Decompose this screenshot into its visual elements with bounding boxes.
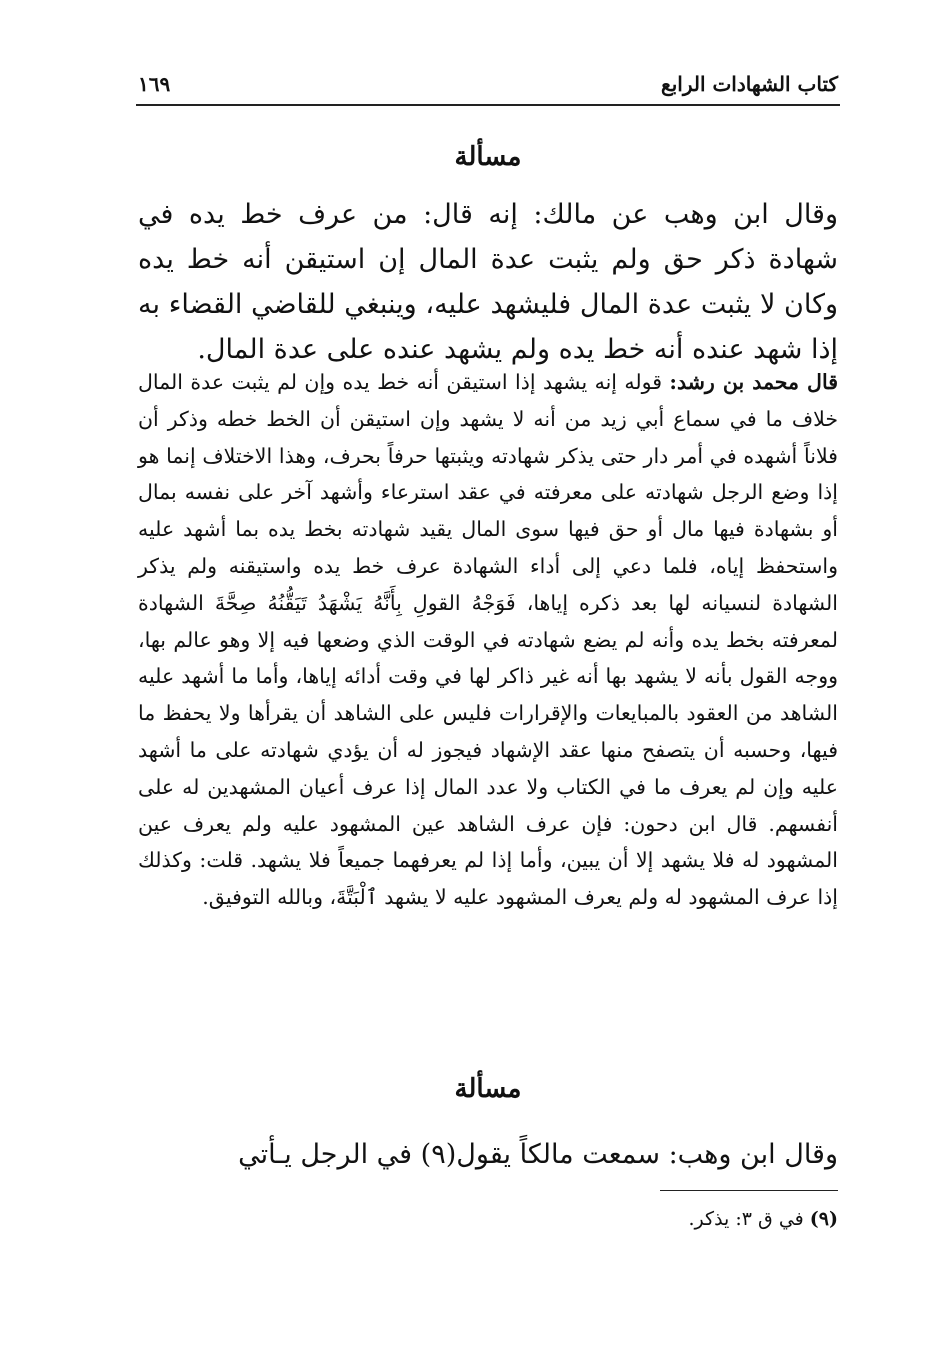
commentary-paragraph [138,364,838,916]
section-heading-1: مسألة [454,142,522,172]
header-rule [136,104,840,106]
footnote-text: في ق ٣: يذكر. [688,1208,810,1230]
section-1-text: وقال ابن وهب عن مالك: إنه قال: من عرف خط يده في شهادة ذكر حق ولم يثبت عدة المال إن استيقن أنه خط يده وكان لا يثبت عدة المال فليشهد عليه، وينبغي للقاضي القضاء به إذا شهد عنده أنه خط يده ولم يشهد عنده على عدة المال. [138,199,838,365]
running-title: كتاب الشهادات الرابع [661,72,838,96]
section-heading-2: مسألة [454,1074,522,1104]
footnote-ref: (٩) [809,1208,838,1230]
commentary-lead: قال محمد بن رشد: [669,370,838,394]
page-number: ١٦٩ [138,72,171,96]
footnote [400,1208,838,1230]
section-2-text: وقال ابن وهب: سمعت مالكاً يقول(٩) في الرجل يـأتي [238,1139,838,1170]
footnote-rule [660,1190,838,1191]
page-header [138,72,838,106]
commentary-text: قوله إنه يشهد إذا استيقن أنه خط يده وإن لم يثبت عدة المال خلاف ما في سماع أبي زيد من أنه لا يشهد وإن استيقن أن الخط خطه وذكر أن فلاناً أشهده في أمر دار حتى يذكر شهادته ويثبتها حرفاً بحرف، وهذا الاختلاف إنما هو إذا وضع الرجل شهادته على معرفته في عقد استرعاء وأشهد آخر على نفسه بمال أو بشهادة فيها مال أو حق فيها سوى المال يقيد شهادته بخط يده بما أشهد عليه واستحفظ إياه، فلما دعي إلى أداء الشهادة عرف خط يده واستيقنه ولم يذكر الشهادة لنسيانه لها بعد ذكره إياها، فَوَجْهُ القولِ بِأَنَّهُ يَشْهَدُ تَيَقُّنُهُ صِحَّةَ الشهادة لمعرفته بخط يده وأنه لم يضع شهادته في الوقت الذي وضعها فيه إلا وهو عالم بها، ووجه القول بأنه لا يشهد بها أنه غير ذاكر لها في وقت أدائه إياها، وأما ما أشهد عليه الشاهد من العقود بالمبايعات والإقرارات فليس على الشاهد أن يقرأها ولا يحفظ ما فيها، وحسبه أن يتصفح منها عقد الإشهاد فيجوز له أن يؤدي شهادته على ما أشهد عليه وإن لم يعرف ما في الكتاب ولا عدد المال إذا عرف أعيان المشهدين له على أنفسهم. قال ابن دحون: فإن عرف الشاهد عين المشهود عليه ولم يعرف عين المشهود له فلا يشهد إلا أن يبين، وأما إذا لم يعرفهما جميعاً فلا يشهد. قلت: وكذلك إذا عرف المشهود له ولم يعرف المشهود عليه لا يشهد ٱلْبَتَّةَ، وبالله التوفيق. [138,370,838,910]
